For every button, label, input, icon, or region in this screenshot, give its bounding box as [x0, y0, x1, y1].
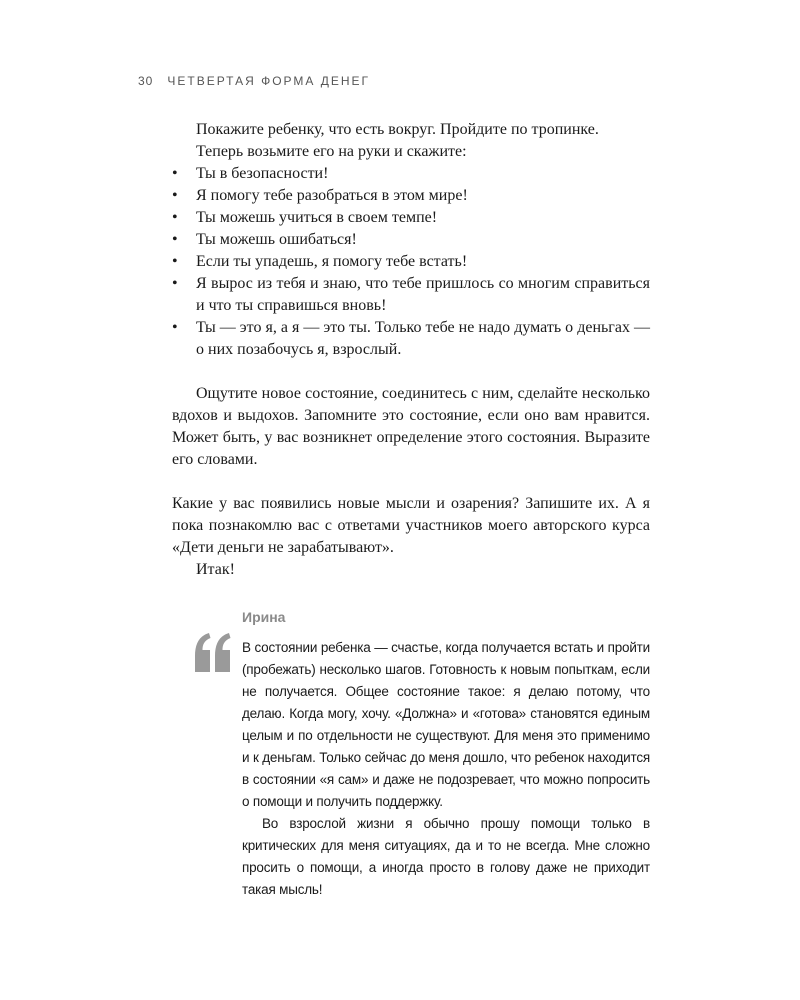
itak-line: Итак!	[196, 561, 235, 578]
bullet-icon: •	[172, 253, 178, 270]
quote-mark-icon	[193, 630, 233, 674]
list-item	[172, 251, 650, 273]
quote-mark-left	[195, 633, 211, 672]
bullet-icon: •	[172, 275, 178, 292]
running-title: ЧЕТВЕРТАЯ ФОРМА ДЕНЕГ	[167, 74, 371, 88]
list-item-text: Ты можешь ошибаться!	[196, 231, 357, 248]
list-item-text: Ты в безопасности!	[196, 165, 329, 182]
list-item-text: Я помогу тебе разобраться в этом мире!	[196, 187, 468, 204]
bullet-icon: •	[172, 187, 178, 204]
affirmation-list	[172, 163, 650, 361]
bullet-icon: •	[172, 209, 178, 226]
paragraph-feel: Ощутите новое состояние, соединитесь с ним, сделайте несколько вдохов и выдохов. Запомните это состояние, если оно вам нравится. Может быть, у вас возникнет определение этого состояния. Выразите его словами.	[172, 385, 650, 468]
list-item-text: Я вырос из тебя и знаю, что тебе пришлось со многим справиться и что ты справишься вновь!	[196, 275, 650, 314]
quote-text	[242, 637, 650, 901]
bullet-icon: •	[172, 231, 178, 248]
list-item	[172, 207, 650, 229]
quote-paragraph-1: В состоянии ребенка — счастье, когда получается встать и пройти (пробежать) несколько шагов. Готовность к новым попыткам, если не получается. Общее состояние такое: я делаю потому, что делаю. Когда могу, хочу. «Должна» и «готова» становятся единым целым и по отдельности не существуют. Для меня это применимо и к деньгам. Только сейчас до меня дошло, что ребенок находится в состоянии «я сам» и даже не подозревает, что можно попросить о помощи и получить поддержку.	[242, 640, 650, 809]
quote-paragraph-2: Во взрослой жизни я обычно прошу помощи только в критических для меня ситуациях, да и то не всегда. Мне сложно просить о помощи, а иногда просто в голову даже не приходит такая мысль!	[242, 816, 650, 897]
list-item	[172, 317, 650, 361]
list-item	[172, 185, 650, 207]
page-number: 30	[138, 74, 154, 88]
list-item-text: Ты — это я, а я — это ты. Только тебе не надо думать о деньгах — о них позабочусь я, взрослый.	[196, 319, 650, 358]
bullet-icon: •	[172, 319, 178, 336]
intro-line-2: Теперь возьмите его на руки и скажите:	[196, 143, 467, 160]
list-item-text: Если ты упадешь, я помогу тебе встать!	[196, 253, 468, 270]
quote-author: Ирина	[242, 609, 286, 625]
running-head	[138, 74, 370, 88]
quote-mark-right	[215, 633, 231, 672]
list-item	[172, 163, 650, 185]
list-item	[172, 273, 650, 317]
bullet-icon: •	[172, 165, 178, 182]
main-text	[172, 119, 650, 581]
list-item	[172, 229, 650, 251]
intro-line-1: Покажите ребенку, что есть вокруг. Пройдите по тропинке.	[196, 121, 599, 138]
list-item-text: Ты можешь учиться в своем темпе!	[196, 209, 438, 226]
paragraph-questions: Какие у вас появились новые мысли и озарения? Запишите их. А я пока познакомлю вас с ответами участников моего авторского курса «Дети деньги не зарабатывают».	[172, 495, 650, 556]
